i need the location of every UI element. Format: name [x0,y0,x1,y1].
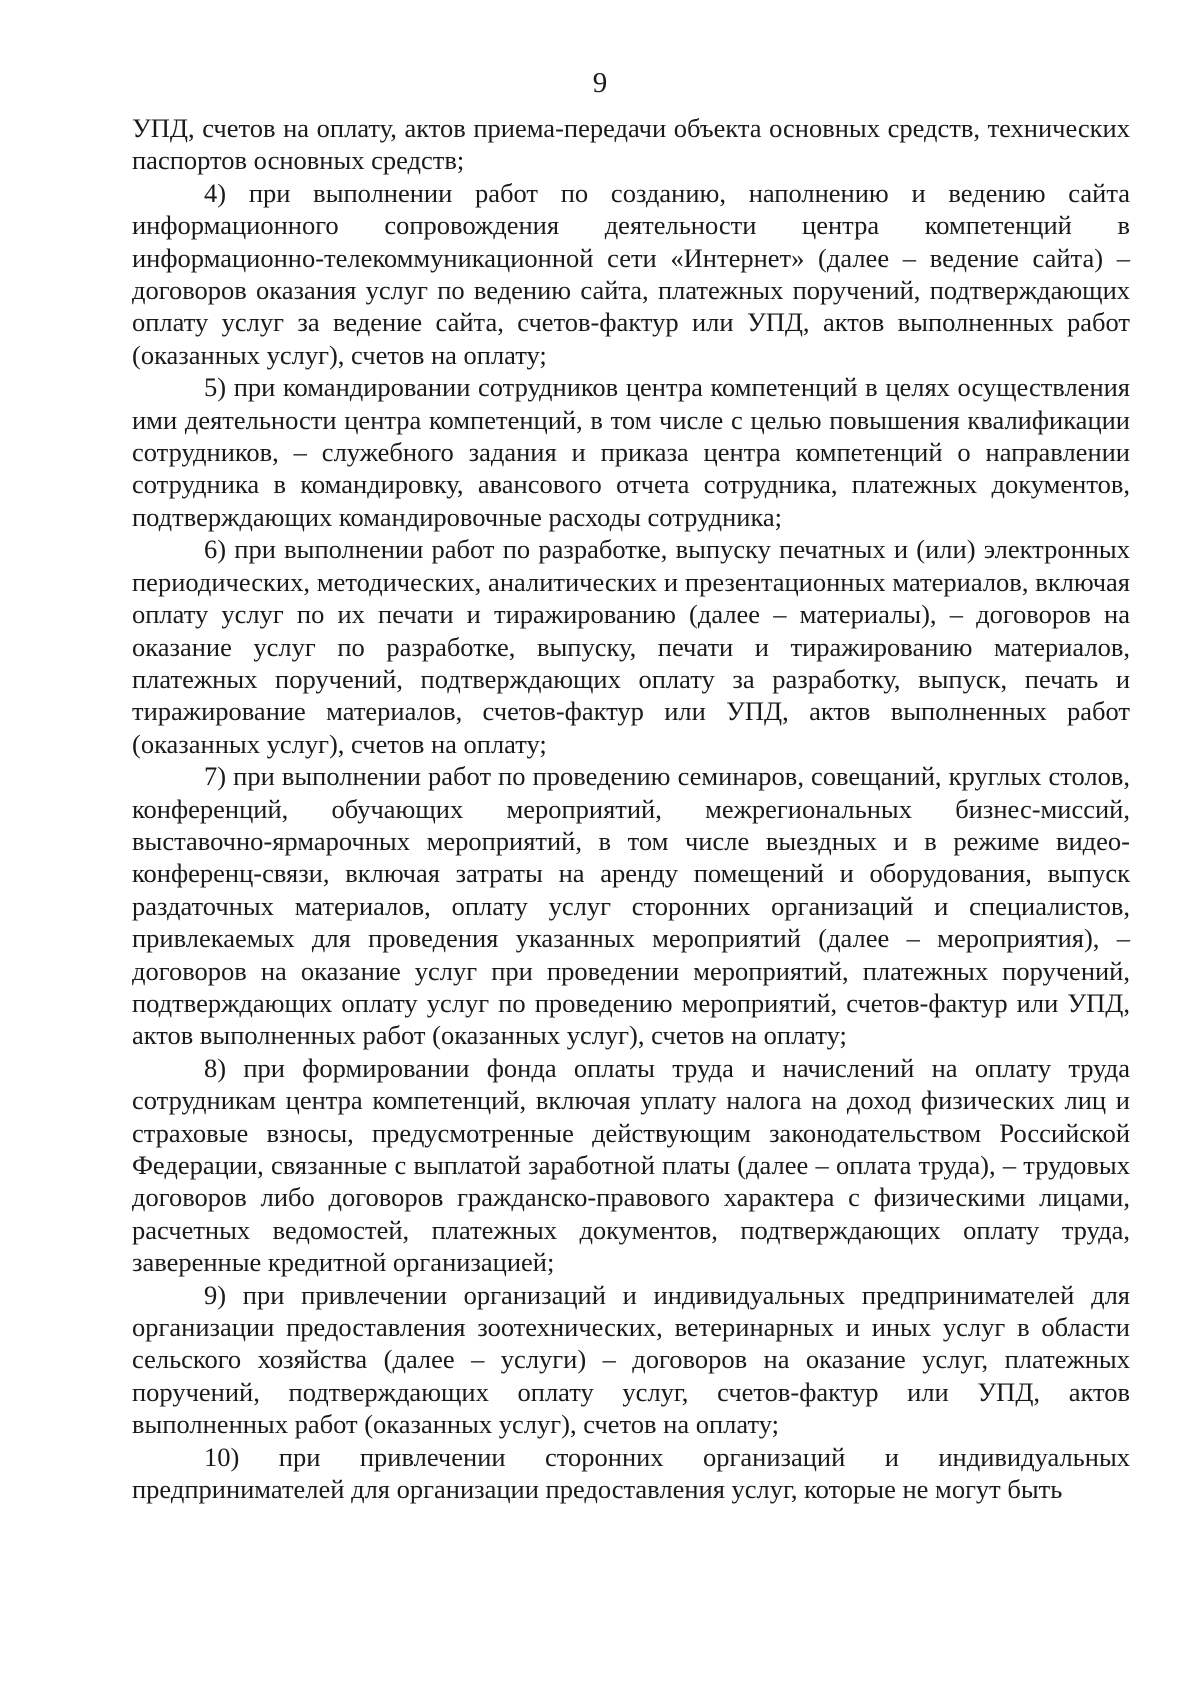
paragraph-item-7: 7) при выполнении работ по проведению семинаров, совещаний, круглых столов, конференций, обучающих мероприятий, межрегиональных бизнес-миссий, выставочно-ярмарочных мероприятий, в том числе выездных и в режиме видео-конференц-связи, включая затраты на аренду помещений и оборудования, выпуск раздаточных материалов, оплату услуг сторонних организаций и специалистов, привлекаемых для проведения указанных мероприятий (далее – мероприятия), – договоров на оказание услуг при проведении мероприятий, платежных поручений, подтверждающих оплату услуг по проведению мероприятий, счетов-фактур или УПД, актов выполненных работ (оказанных услуг), счетов на оплату; [132,761,1130,1051]
page-number: 9 [592,67,608,99]
paragraph-item-8: 8) при формировании фонда оплаты труда и начислений на оплату труда сотрудникам центра компетенций, включая уплату налога на доход физических лиц и страховые взносы, предусмотренные действующим законодательством Российской Федерации, связанные с выплатой заработной платы (далее – оплата труда), – трудовых договоров либо договоров гражданско-правового характера с физическими лицами, расчетных ведомостей, платежных документов, подтверждающих оплату труда, заверенные кредитной организацией; [132,1052,1130,1278]
paragraph-item-4: 4) при выполнении работ по созданию, наполнению и ведению сайта информационного сопровождения деятельности центра компетенций в информационно-телекоммуникационной сети «Интернет» (далее – ведение сайта) – договоров оказания услуг по ведению сайта, платежных поручений, подтверждающих оплату услуг за ведение сайта, счетов-фактур или УПД, актов выполненных работ (оказанных услуг), счетов на оплату; [132,177,1130,370]
paragraph-item-10: 10) при привлечении сторонних организаций и индивидуальных предпринимателей для организации предоставления услуг, которые не могут быть [132,1441,1130,1505]
paragraph-item-6: 6) при выполнении работ по разработке, выпуску печатных и (или) электронных периодических, методических, аналитических и презентационных материалов, включая оплату услуг по их печати и тиражированию (далее – материалы), – договоров на оказание услуг по разработке, выпуску, печати и тиражированию материалов, платежных поручений, подтверждающих оплату за разработку, выпуск, печать и тиражирование материалов, счетов-фактур или УПД, актов выполненных работ (оказанных услуг), счетов на оплату; [132,534,1130,759]
paragraph-continuation: УПД, счетов на оплату, актов приема-передачи объекта основных средств, технических паспортов основных средств; [132,113,1130,176]
document-body [132,112,1130,1505]
paragraph-item-5: 5) при командировании сотрудников центра компетенций в целях осуществления ими деятельности центра компетенций, в том числе с целью повышения квалификации сотрудников, – служебного задания и приказа центра компетенций о направлении сотрудника в командировку, авансового отчета сотрудника, платежных документов, подтверждающих командировочные расходы сотрудника; [132,372,1130,532]
paragraph-item-9: 9) при привлечении организаций и индивидуальных предпринимателей для организации предоставления зоотехнических, ветеринарных и иных услуг в области сельского хозяйства (далее – услуги) – договоров на оказание услуг, платежных поручений, подтверждающих оплату услуг, счетов-фактур или УПД, актов выполненных работ (оказанных услуг), счетов на оплату; [132,1279,1130,1440]
